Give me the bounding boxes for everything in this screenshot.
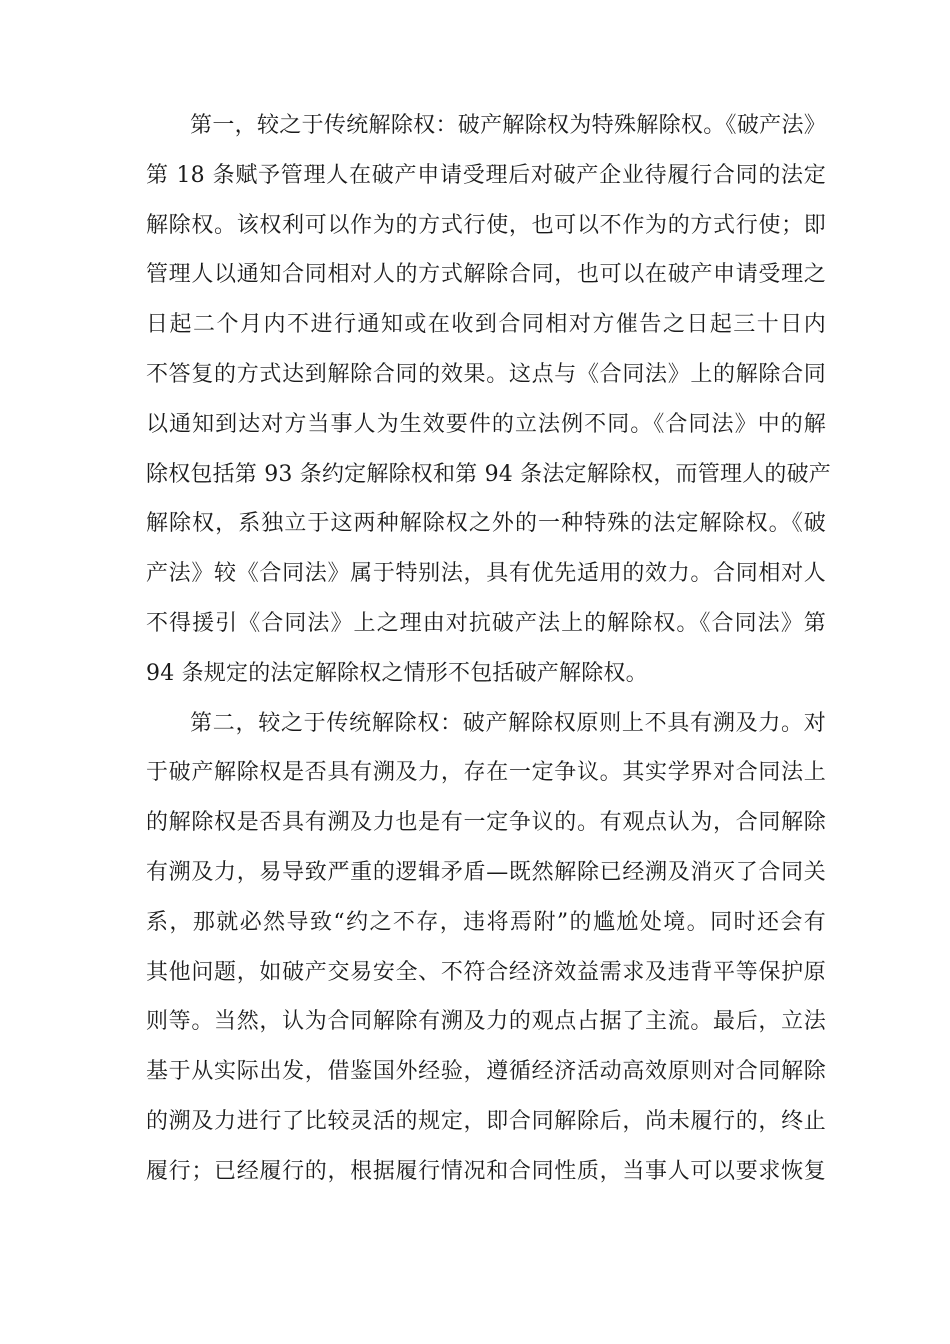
text-line: 第一，较之于传统解除权：破产解除权为特殊解除权。《破产法》 xyxy=(190,113,826,138)
text-line: 的溯及力进行了比较灵活的规定，即合同解除后，尚未履行的，终止 xyxy=(146,1108,826,1134)
text-line: 的解除权是否具有溯及力也是有一定争议的。有观点认为，合同解除 xyxy=(146,810,826,836)
text-line: 则等。当然，认为合同解除有溯及力的观点占据了主流。最后，立法 xyxy=(146,1009,826,1035)
text-line: 系，那就必然导致“约之不存，违将焉附”的尴尬处境。同时还会有 xyxy=(146,909,826,935)
text-line: 履行；已经履行的，根据履行情况和合同性质，当事人可以要求恢复 xyxy=(146,1158,826,1184)
text-line: 除权包括第 93 条约定解除权和第 94 条法定解除权，而管理人的破产 xyxy=(146,461,831,487)
text-line: 产法》较《合同法》属于特别法，具有优先适用的效力。合同相对人 xyxy=(146,561,826,587)
text-line: 其他问题，如破产交易安全、不符合经济效益需求及违背平等保护原 xyxy=(146,959,826,985)
text-line: 以通知到达对方当事人为生效要件的立法例不同。《合同法》中的解 xyxy=(146,411,826,437)
text-line: 于破产解除权是否具有溯及力，存在一定争议。其实学界对合同法上 xyxy=(146,760,826,786)
document-body xyxy=(146,101,831,1197)
paragraph-2 xyxy=(146,699,826,1197)
text-line: 基于从实际出发，借鉴国外经验，遵循经济活动高效原则对合同解除 xyxy=(146,1059,826,1085)
text-line: 不答复的方式达到解除合同的效果。这点与《合同法》上的解除合同 xyxy=(146,361,826,387)
text-line: 第二，较之于传统解除权：破产解除权原则上不具有溯及力。对 xyxy=(190,710,826,736)
text-line: 有溯及力，易导致严重的逻辑矛盾—既然解除已经溯及消灭了合同关 xyxy=(146,859,826,885)
text-line: 管理人以通知合同相对人的方式解除合同，也可以在破产申请受理之 xyxy=(146,262,826,288)
text-line: 日起二个月内不进行通知或在收到合同相对方催告之日起三十日内 xyxy=(146,312,826,338)
paragraph-1 xyxy=(146,101,831,699)
text-line: 解除权，系独立于这两种解除权之外的一种特殊的法定解除权。《破 xyxy=(146,511,826,537)
text-line: 第 18 条赋予管理人在破产申请受理后对破产企业待履行合同的法定 xyxy=(146,162,826,188)
text-line: 94 条规定的法定解除权之情形不包括破产解除权。 xyxy=(146,660,648,686)
text-line: 解除权。该权利可以作为的方式行使，也可以不作为的方式行使；即 xyxy=(146,212,826,238)
text-line: 不得援引《合同法》上之理由对抗破产法上的解除权。《合同法》第 xyxy=(146,610,826,636)
